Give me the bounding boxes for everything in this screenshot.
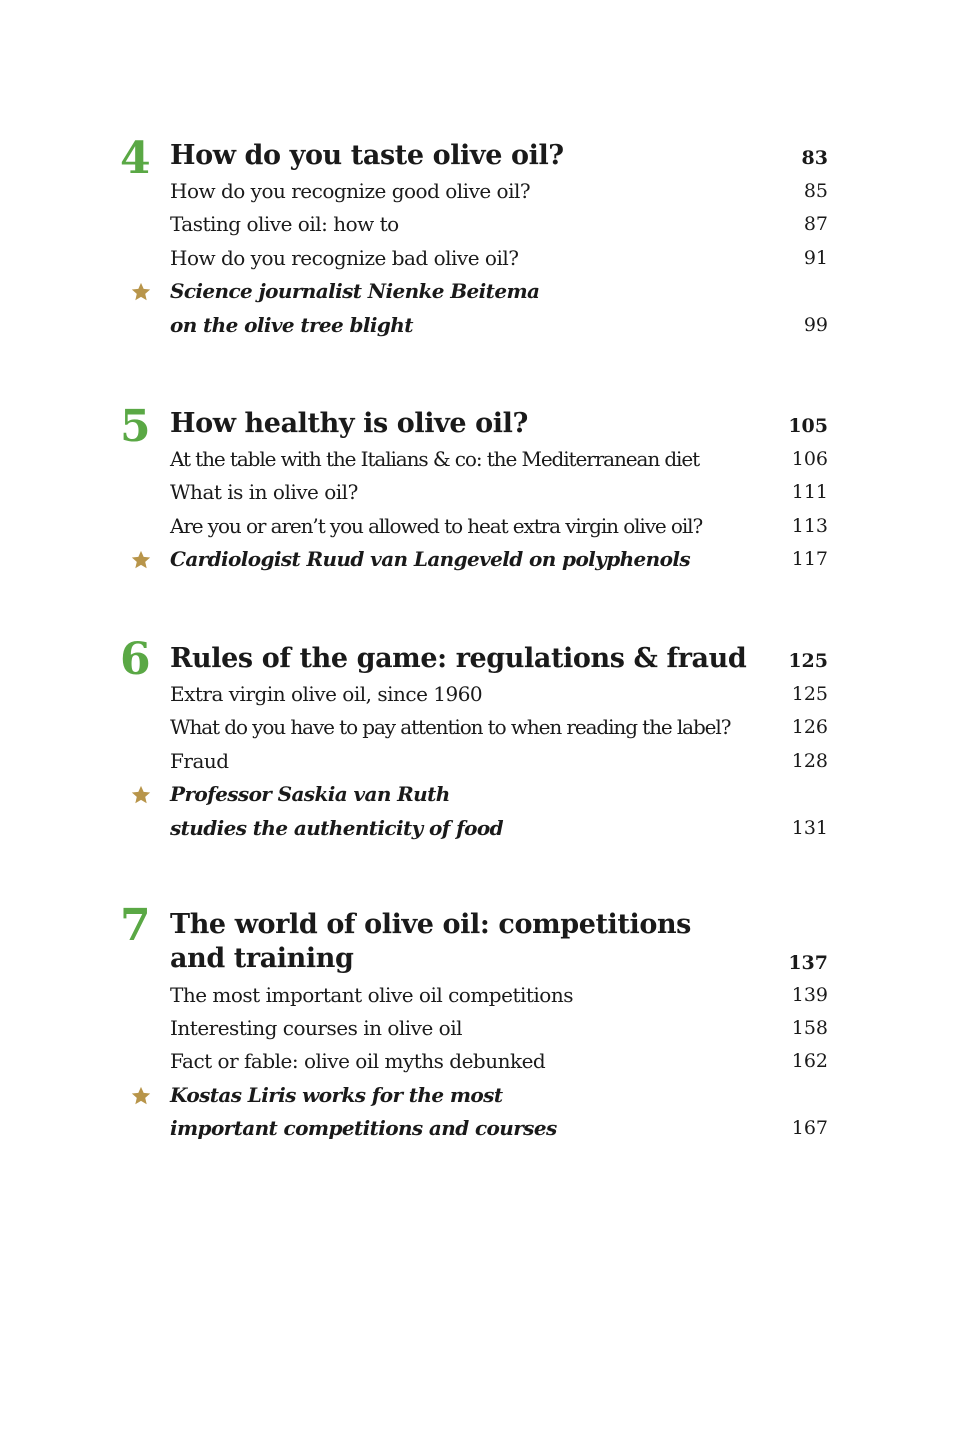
toc-entry[interactable]	[0, 476, 961, 509]
chapter-title[interactable]: How do you taste olive oil?	[170, 140, 564, 171]
entry-page-number: 91	[803, 247, 828, 269]
entry-page-number: 87	[803, 213, 828, 235]
entry-title: Fact or fable: olive oil myths debunked	[170, 1049, 546, 1073]
feature-entry[interactable]	[0, 275, 961, 308]
chapter-number: 7	[120, 900, 151, 951]
feature-entry[interactable]	[0, 778, 961, 811]
chapter-page-number[interactable]: 137	[788, 952, 828, 974]
feature-page-number: 99	[803, 314, 828, 336]
feature-title-line-2: studies the authenticity of food	[170, 816, 503, 840]
chapter-title-line-1[interactable]: The world of olive oil: competitions	[170, 909, 691, 940]
star-icon	[130, 784, 152, 806]
toc-entry[interactable]	[0, 242, 961, 275]
feature-entry[interactable]	[0, 1079, 961, 1112]
entry-title: Extra virgin olive oil, since 1960	[170, 682, 483, 706]
feature-title-line-2: on the olive tree blight	[170, 313, 413, 337]
feature-title-line-1: Kostas Liris works for the most	[170, 1083, 503, 1107]
chapter-title[interactable]: How healthy is olive oil?	[170, 408, 528, 439]
feature-entry-continued[interactable]	[0, 1112, 961, 1145]
toc-entry[interactable]	[0, 678, 961, 711]
feature-title-line-1: Professor Saskia van Ruth	[170, 782, 450, 806]
chapter-title[interactable]: Rules of the game: regulations & fraud	[170, 643, 747, 674]
feature-entry-continued[interactable]	[0, 309, 961, 342]
star-icon	[130, 549, 152, 571]
entry-title: How do you recognize bad olive oil?	[170, 246, 519, 270]
chapter-page-number[interactable]: 125	[788, 650, 828, 672]
entry-page-number: 125	[791, 683, 828, 705]
entry-page-number: 111	[791, 481, 828, 503]
chapter-page-number[interactable]: 105	[788, 415, 828, 437]
feature-page-number: 117	[791, 548, 828, 570]
entry-page-number: 126	[791, 716, 828, 738]
entry-page-number: 139	[791, 984, 828, 1006]
toc-entry[interactable]	[0, 1045, 961, 1078]
toc-entry[interactable]	[0, 1012, 961, 1045]
entry-page-number: 162	[791, 1050, 828, 1072]
entry-title: The most important olive oil competitions	[170, 983, 573, 1007]
entry-title: What is in olive oil?	[170, 480, 358, 504]
entry-title: Fraud	[170, 749, 229, 773]
feature-title-line-1: Science journalist Nienke Beitema	[170, 279, 540, 303]
entry-title: Interesting courses in olive oil	[170, 1016, 462, 1040]
chapter-number: 6	[120, 634, 151, 685]
entry-title: Are you or aren’t you allowed to heat extra virgin olive oil?	[170, 514, 703, 538]
entry-page-number: 113	[791, 515, 828, 537]
toc-entry[interactable]	[0, 175, 961, 208]
feature-page-number: 167	[791, 1117, 828, 1139]
entry-title: Tasting olive oil: how to	[170, 212, 399, 236]
feature-page-number: 131	[791, 817, 828, 839]
feature-title: Cardiologist Ruud van Langeveld on polyphenols	[170, 547, 690, 571]
entry-page-number: 128	[791, 750, 828, 772]
chapter-number: 4	[120, 133, 151, 184]
entry-title: How do you recognize good olive oil?	[170, 179, 531, 203]
chapter-page-number[interactable]: 83	[801, 147, 828, 169]
feature-entry-continued[interactable]	[0, 812, 961, 845]
entry-title: At the table with the Italians & co: the Mediterranean diet	[170, 447, 700, 471]
toc-entry[interactable]	[0, 510, 961, 543]
chapter-number: 5	[120, 401, 151, 452]
entry-page-number: 158	[791, 1017, 828, 1039]
feature-title-line-2: important competitions and courses	[170, 1116, 557, 1140]
toc-entry[interactable]	[0, 979, 961, 1012]
chapter-title-line-2[interactable]: and training	[170, 943, 354, 974]
feature-entry[interactable]	[0, 543, 961, 576]
entry-title: What do you have to pay attention to when reading the label?	[170, 715, 731, 739]
star-icon	[130, 1085, 152, 1107]
toc-entry[interactable]	[0, 745, 961, 778]
toc-entry[interactable]	[0, 443, 961, 476]
entry-page-number: 106	[791, 448, 828, 470]
entry-page-number: 85	[803, 180, 828, 202]
toc-entry[interactable]	[0, 711, 961, 744]
toc-entry[interactable]	[0, 208, 961, 241]
star-icon	[130, 281, 152, 303]
